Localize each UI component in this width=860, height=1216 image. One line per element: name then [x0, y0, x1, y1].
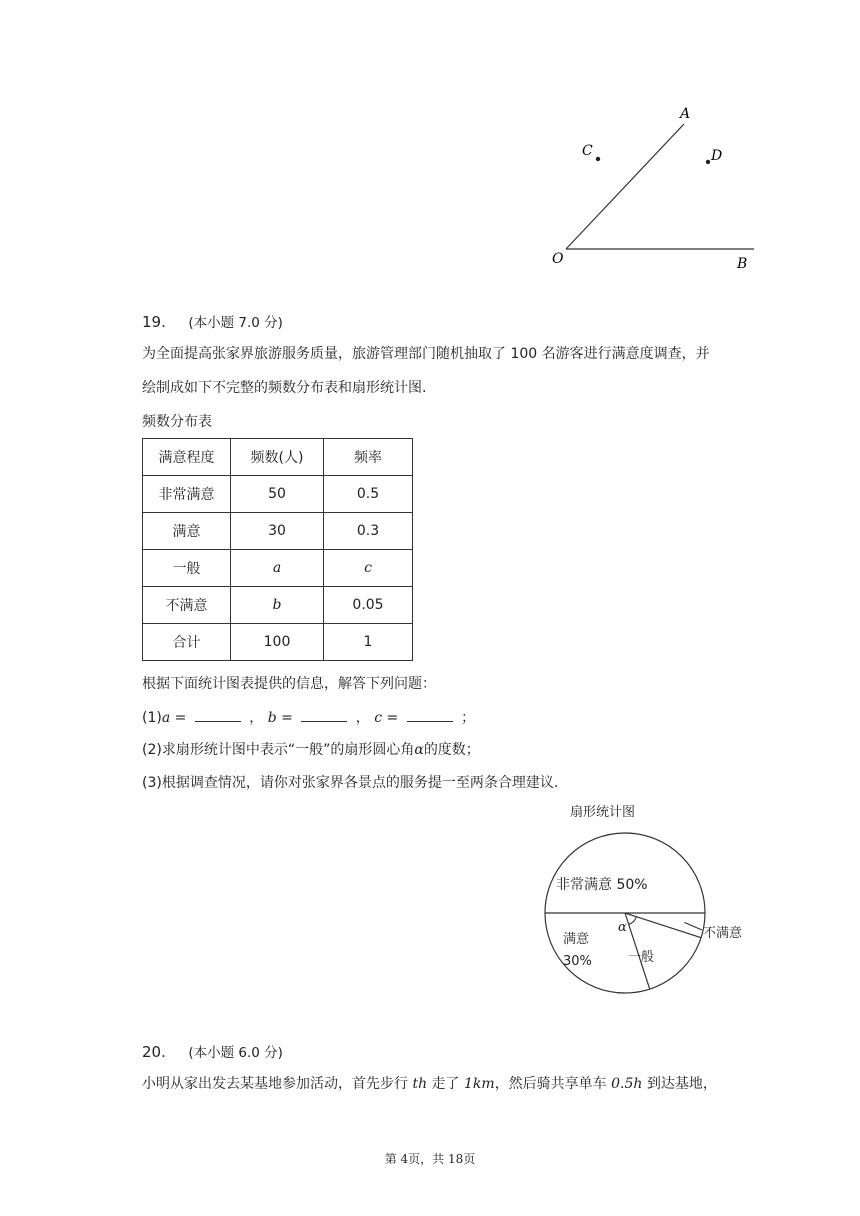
q20-number: 20.: [142, 1043, 166, 1061]
q20-header: [142, 1042, 283, 1063]
table-cell: 合计: [143, 624, 231, 661]
pie-title: 扇形统计图: [570, 805, 636, 820]
part1-prefix: (1): [142, 710, 162, 726]
pie-slices: [545, 833, 705, 993]
label-satisfied-name: 满意: [563, 932, 590, 947]
var-a: a =: [161, 710, 191, 726]
label-a: A: [680, 106, 691, 122]
table-cell: 不满意: [143, 587, 231, 624]
part1-end: ；: [461, 710, 476, 726]
table-row: [143, 624, 413, 661]
table-header-row: [143, 439, 413, 476]
table-cell: 30: [231, 513, 324, 550]
table-cell: 满意: [143, 513, 231, 550]
table-cell: b: [231, 587, 324, 624]
q20-text: ，然后骑共享单车: [494, 1076, 612, 1092]
leader-line-unsatisfied: [684, 922, 702, 930]
q19-part1: [142, 707, 475, 728]
point-d: [706, 160, 710, 164]
alpha-symbol: α: [414, 742, 424, 758]
label-b: B: [737, 256, 748, 272]
point-c: [596, 157, 600, 161]
var-c: c =: [374, 710, 403, 726]
table-header: 频率: [324, 439, 413, 476]
label-d: D: [711, 148, 723, 164]
table-cell: 非常满意: [143, 476, 231, 513]
q20-time: 0.5h: [611, 1076, 643, 1092]
q20-text: 到达基地，: [642, 1076, 717, 1092]
table-cell: 0.5: [324, 476, 413, 513]
table-row: [143, 550, 413, 587]
label-o: O: [552, 251, 564, 267]
q20-text: 小明从家出发去某基地参加活动，首先步行: [142, 1076, 413, 1092]
table-row: [143, 513, 413, 550]
q19-header: [142, 312, 283, 333]
page-footer: 第 4页，共 18页: [384, 1152, 476, 1166]
label-very-satisfied: 非常满意 50%: [556, 877, 648, 893]
table-cell: 100: [231, 624, 324, 661]
q19-score: (本小题 7.0 分): [188, 315, 283, 331]
table-cell: c: [324, 550, 413, 587]
table-row: [143, 587, 413, 624]
geometry-figure: [540, 100, 770, 280]
q19-part3: (3)根据调查情况，请你对张家界各景点的服务提一至两条合理建议.: [142, 775, 559, 791]
q19-intro-line2: 绘制成如下不完整的频数分布表和扇形统计图.: [142, 380, 427, 396]
q20-var-t: th: [412, 1076, 428, 1092]
sep: ，: [355, 710, 370, 726]
table-cell: 一般: [143, 550, 231, 587]
table-cell: 0.3: [324, 513, 413, 550]
table-cell: 50: [231, 476, 324, 513]
part2-suffix: 的度数；: [423, 742, 480, 758]
q19-instruction: 根据下面统计图表提供的信息，解答下列问题：: [142, 676, 436, 692]
table-header: 满意程度: [143, 439, 231, 476]
q19-intro-line1: 为全面提高张家界旅游服务质量，旅游管理部门随机抽取了 100 名游客进行满意度调查，并: [142, 346, 710, 362]
label-satisfied-pct: 30%: [563, 954, 592, 969]
table-title: 频数分布表: [142, 414, 212, 430]
label-alpha: α: [618, 920, 627, 935]
table-cell: a: [231, 550, 324, 587]
label-unsatisfied: 不满意: [703, 926, 743, 941]
q20-distance: 1km: [464, 1076, 495, 1092]
q20-line1: [142, 1074, 717, 1094]
table-cell: 0.05: [324, 587, 413, 624]
table-row: [143, 476, 413, 513]
alpha-arc: [629, 917, 637, 925]
label-general: 一般: [628, 950, 655, 965]
answer-blank-c: [407, 707, 453, 722]
q19-number: 19.: [142, 313, 166, 331]
answer-blank-b: [301, 707, 347, 722]
pie-chart: [520, 798, 760, 998]
table-header: 频数(人): [231, 439, 324, 476]
q20-score: (本小题 6.0 分): [188, 1045, 283, 1061]
sep: ，: [249, 710, 264, 726]
var-b: b =: [267, 710, 298, 726]
part2-prefix: (2)求扇形统计图中表示“一般”的扇形圆心角: [142, 742, 415, 758]
pie-boundary-general: [625, 913, 701, 938]
table-cell: 1: [324, 624, 413, 661]
answer-blank-a: [195, 707, 241, 722]
frequency-table: [142, 438, 413, 661]
q19-part2: [142, 740, 480, 760]
q20-text: 走了: [427, 1076, 465, 1092]
label-c: C: [582, 143, 593, 159]
